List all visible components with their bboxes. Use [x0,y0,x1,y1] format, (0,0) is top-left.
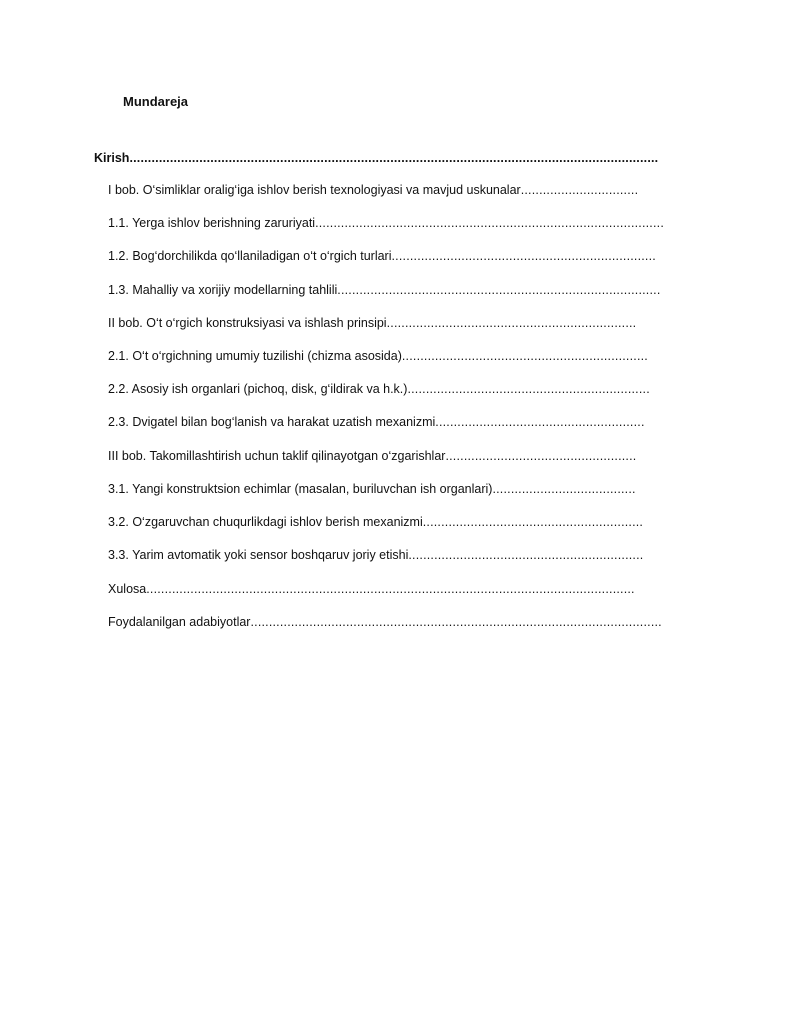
toc-entry-xulosa [108,581,680,597]
toc-leader-dots: ............................................................ [422,515,644,529]
toc-entry-1-2 [108,248,680,264]
toc-entry-3-3 [108,547,664,563]
toc-leader-dots: ................................................................ [408,548,644,562]
toc-leader-dots: ................................ [520,183,639,197]
toc-leader-dots: ......................................................... [435,415,645,429]
toc-entry-kirish [94,150,698,166]
toc-entry-text: 2.3. Dvigatel bilan bog‘lanish va harakat uzatish mexanizmi [108,415,436,429]
toc-entry-chapter-1 [108,182,664,198]
toc-leader-dots: ........................................................................ [391,249,656,263]
toc-entry-text: 1.2. Bog‘dorchilikda qo‘llaniladigan o‘t o‘rgich turlari [108,249,392,263]
toc-entry-text: 3.2. O‘zgaruvchan chuqurlikdagi ishlov berish mexanizmi [108,515,423,529]
toc-entry-text: 2.2. Asosiy ish organlari (pichoq, disk, g‘ildirak va h.k.) [108,382,408,396]
toc-entry-3-2 [108,514,660,530]
toc-entry-2-2 [108,381,666,397]
toc-leader-dots: ................................................................................................................................................ [129,151,659,165]
toc-entry-2-1 [108,348,666,364]
toc-leader-dots: ................................................................... [401,349,648,363]
toc-leader-dots: ........................................................................................ [337,283,661,297]
toc-leader-dots: ............................................................................................... [315,216,665,230]
toc-entry-text: II bob. O‘t o‘rgich konstruksiyasi va ishlash prinsipi [108,316,387,330]
toc-entry-1-1 [108,215,680,231]
toc-entry-1-3 [108,282,680,298]
toc-entry-text: 1.3. Mahalliy va xorijiy modellarning tahlili [108,283,338,297]
toc-entry-2-3 [108,414,662,430]
toc-leader-dots: ....................................... [492,482,636,496]
toc-entry-text: Kirish [94,151,130,165]
toc-entry-text: III bob. Takomillashtirish uchun taklif qilinayotgan o‘zgarishlar [108,449,446,463]
toc-entry-text: 1.1. Yerga ishlov berishning zaruriyati [108,216,316,230]
toc-leader-dots: .................................................................. [407,382,650,396]
toc-entry-references [108,614,666,630]
toc-leader-dots: .................................................... [445,449,637,463]
toc-entry-text: Foydalanilgan adabiyotlar [108,615,251,629]
toc-leader-dots: ................................................................................................................ [250,615,662,629]
toc-entry-text: Xulosa [108,582,147,596]
page-title: Mundareja [123,94,189,109]
toc-entry-text: 2.1. O‘t o‘rgichning umumiy tuzilishi (chizma asosida) [108,349,402,363]
toc-entry-text: 3.3. Yarim avtomatik yoki sensor boshqaruv joriy etishi [108,548,409,562]
toc-entry-3-1 [108,481,660,497]
toc-leader-dots: ..................................................................................................................................... [146,582,635,596]
toc-leader-dots: .................................................................... [386,316,637,330]
toc-entry-text: 3.1. Yangi konstruktsion echimlar (masalan, buriluvchan ish organlari) [108,482,493,496]
toc-entry-text: I bob. O‘simliklar oralig‘iga ishlov berish texnologiyasi va mavjud uskunalar [108,183,521,197]
toc-entry-chapter-3 [108,448,670,464]
toc-entry-chapter-2 [108,315,672,331]
